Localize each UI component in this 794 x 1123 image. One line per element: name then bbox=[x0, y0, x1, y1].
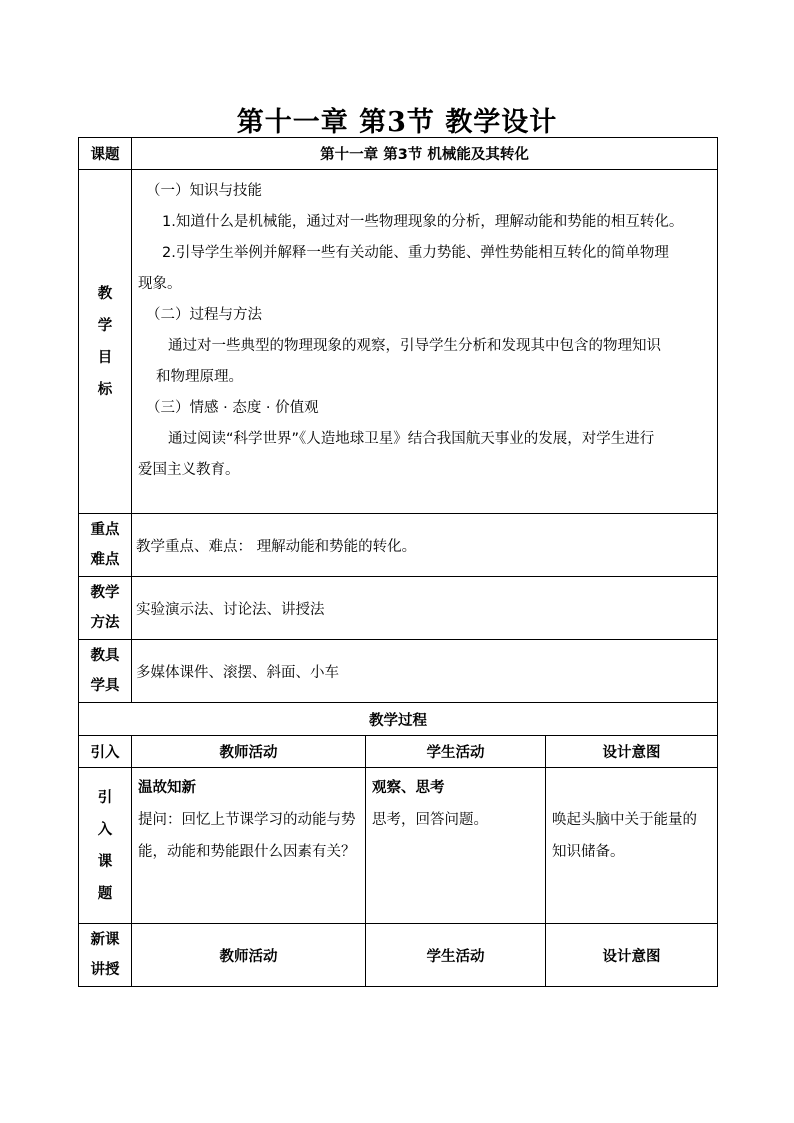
goals-item-3-cont: 和物理原理。 bbox=[156, 369, 243, 385]
new-lesson-header-row bbox=[79, 924, 718, 987]
goals-content bbox=[132, 170, 718, 514]
intro-student-text: 思考，回答问题。 bbox=[372, 812, 488, 828]
method-value: 实验演示法、讨论法、讲授法 bbox=[132, 577, 718, 640]
document-title: 第十一章 第3节 教学设计 bbox=[236, 107, 558, 138]
new-lesson-label: 新课 讲授 bbox=[79, 924, 132, 987]
key-row bbox=[79, 514, 718, 577]
goals-item-1: 1.知道什么是机械能，通过对一些物理现象的分析，理解动能和势能的相互转化。 bbox=[162, 214, 684, 230]
design-intent-header: 设计意图 bbox=[546, 736, 718, 768]
key-label: 重点 难点 bbox=[79, 514, 132, 577]
process-title-row bbox=[79, 703, 718, 736]
goals-item-2-cont: 现象。 bbox=[138, 276, 182, 292]
goals-heading-knowledge: （一）知识与技能 bbox=[146, 183, 262, 199]
topic-row bbox=[79, 138, 718, 170]
key-value: 教学重点、难点： 理解动能和势能的转化。 bbox=[132, 514, 718, 577]
goals-label: 教 学 目 标 bbox=[79, 170, 132, 514]
intro-teacher-title: 温故知新 bbox=[138, 780, 196, 796]
goals-heading-process: （二）过程与方法 bbox=[146, 307, 262, 323]
student-activity-header: 学生活动 bbox=[366, 736, 546, 768]
method-row bbox=[79, 577, 718, 640]
goals-row bbox=[79, 170, 718, 514]
new-design-intent-header: 设计意图 bbox=[546, 924, 718, 987]
tools-row bbox=[79, 640, 718, 703]
teacher-activity-header: 教师活动 bbox=[132, 736, 366, 768]
intro-label: 引 入 课 题 bbox=[79, 768, 132, 924]
goals-heading-attitude: （三）情感 · 态度 · 价值观 bbox=[146, 400, 319, 416]
process-title: 教学过程 bbox=[79, 703, 718, 736]
goals-item-2: 2.引导学生举例并解释一些有关动能、重力势能、弹性势能相互转化的简单物理 bbox=[162, 245, 669, 261]
method-label: 教学 方法 bbox=[79, 577, 132, 640]
goals-item-4: 通过阅读“科学世界”《人造地球卫星》结合我国航天事业的发展，对学生进行 bbox=[168, 431, 655, 447]
intro-student-title: 观察、思考 bbox=[372, 780, 445, 796]
intro-row bbox=[79, 768, 718, 924]
intro-header-row bbox=[79, 736, 718, 768]
new-teacher-activity-header: 教师活动 bbox=[132, 924, 366, 987]
topic-label: 课题 bbox=[79, 138, 132, 170]
tools-label: 教具 学具 bbox=[79, 640, 132, 703]
intro-teacher-text: 提问：回忆上节课学习的动能与势能，动能和势能跟什么因素有关？ bbox=[138, 812, 356, 860]
new-student-activity-header: 学生活动 bbox=[366, 924, 546, 987]
intro-header-label: 引入 bbox=[79, 736, 132, 768]
intro-teacher-activity bbox=[132, 768, 366, 924]
goals-item-3: 通过对一些典型的物理现象的观察，引导学生分析和发现其中包含的物理知识 bbox=[168, 338, 661, 354]
topic-value: 第十一章 第3节 机械能及其转化 bbox=[132, 138, 718, 170]
lesson-plan-table bbox=[78, 137, 718, 987]
intro-design-intent: 唤起头脑中关于能量的知识储备。 bbox=[546, 768, 718, 924]
tools-value: 多媒体课件、滚摆、斜面、小车 bbox=[132, 640, 718, 703]
goals-item-4-cont: 爱国主义教育。 bbox=[138, 462, 240, 478]
intro-student-activity bbox=[366, 768, 546, 924]
